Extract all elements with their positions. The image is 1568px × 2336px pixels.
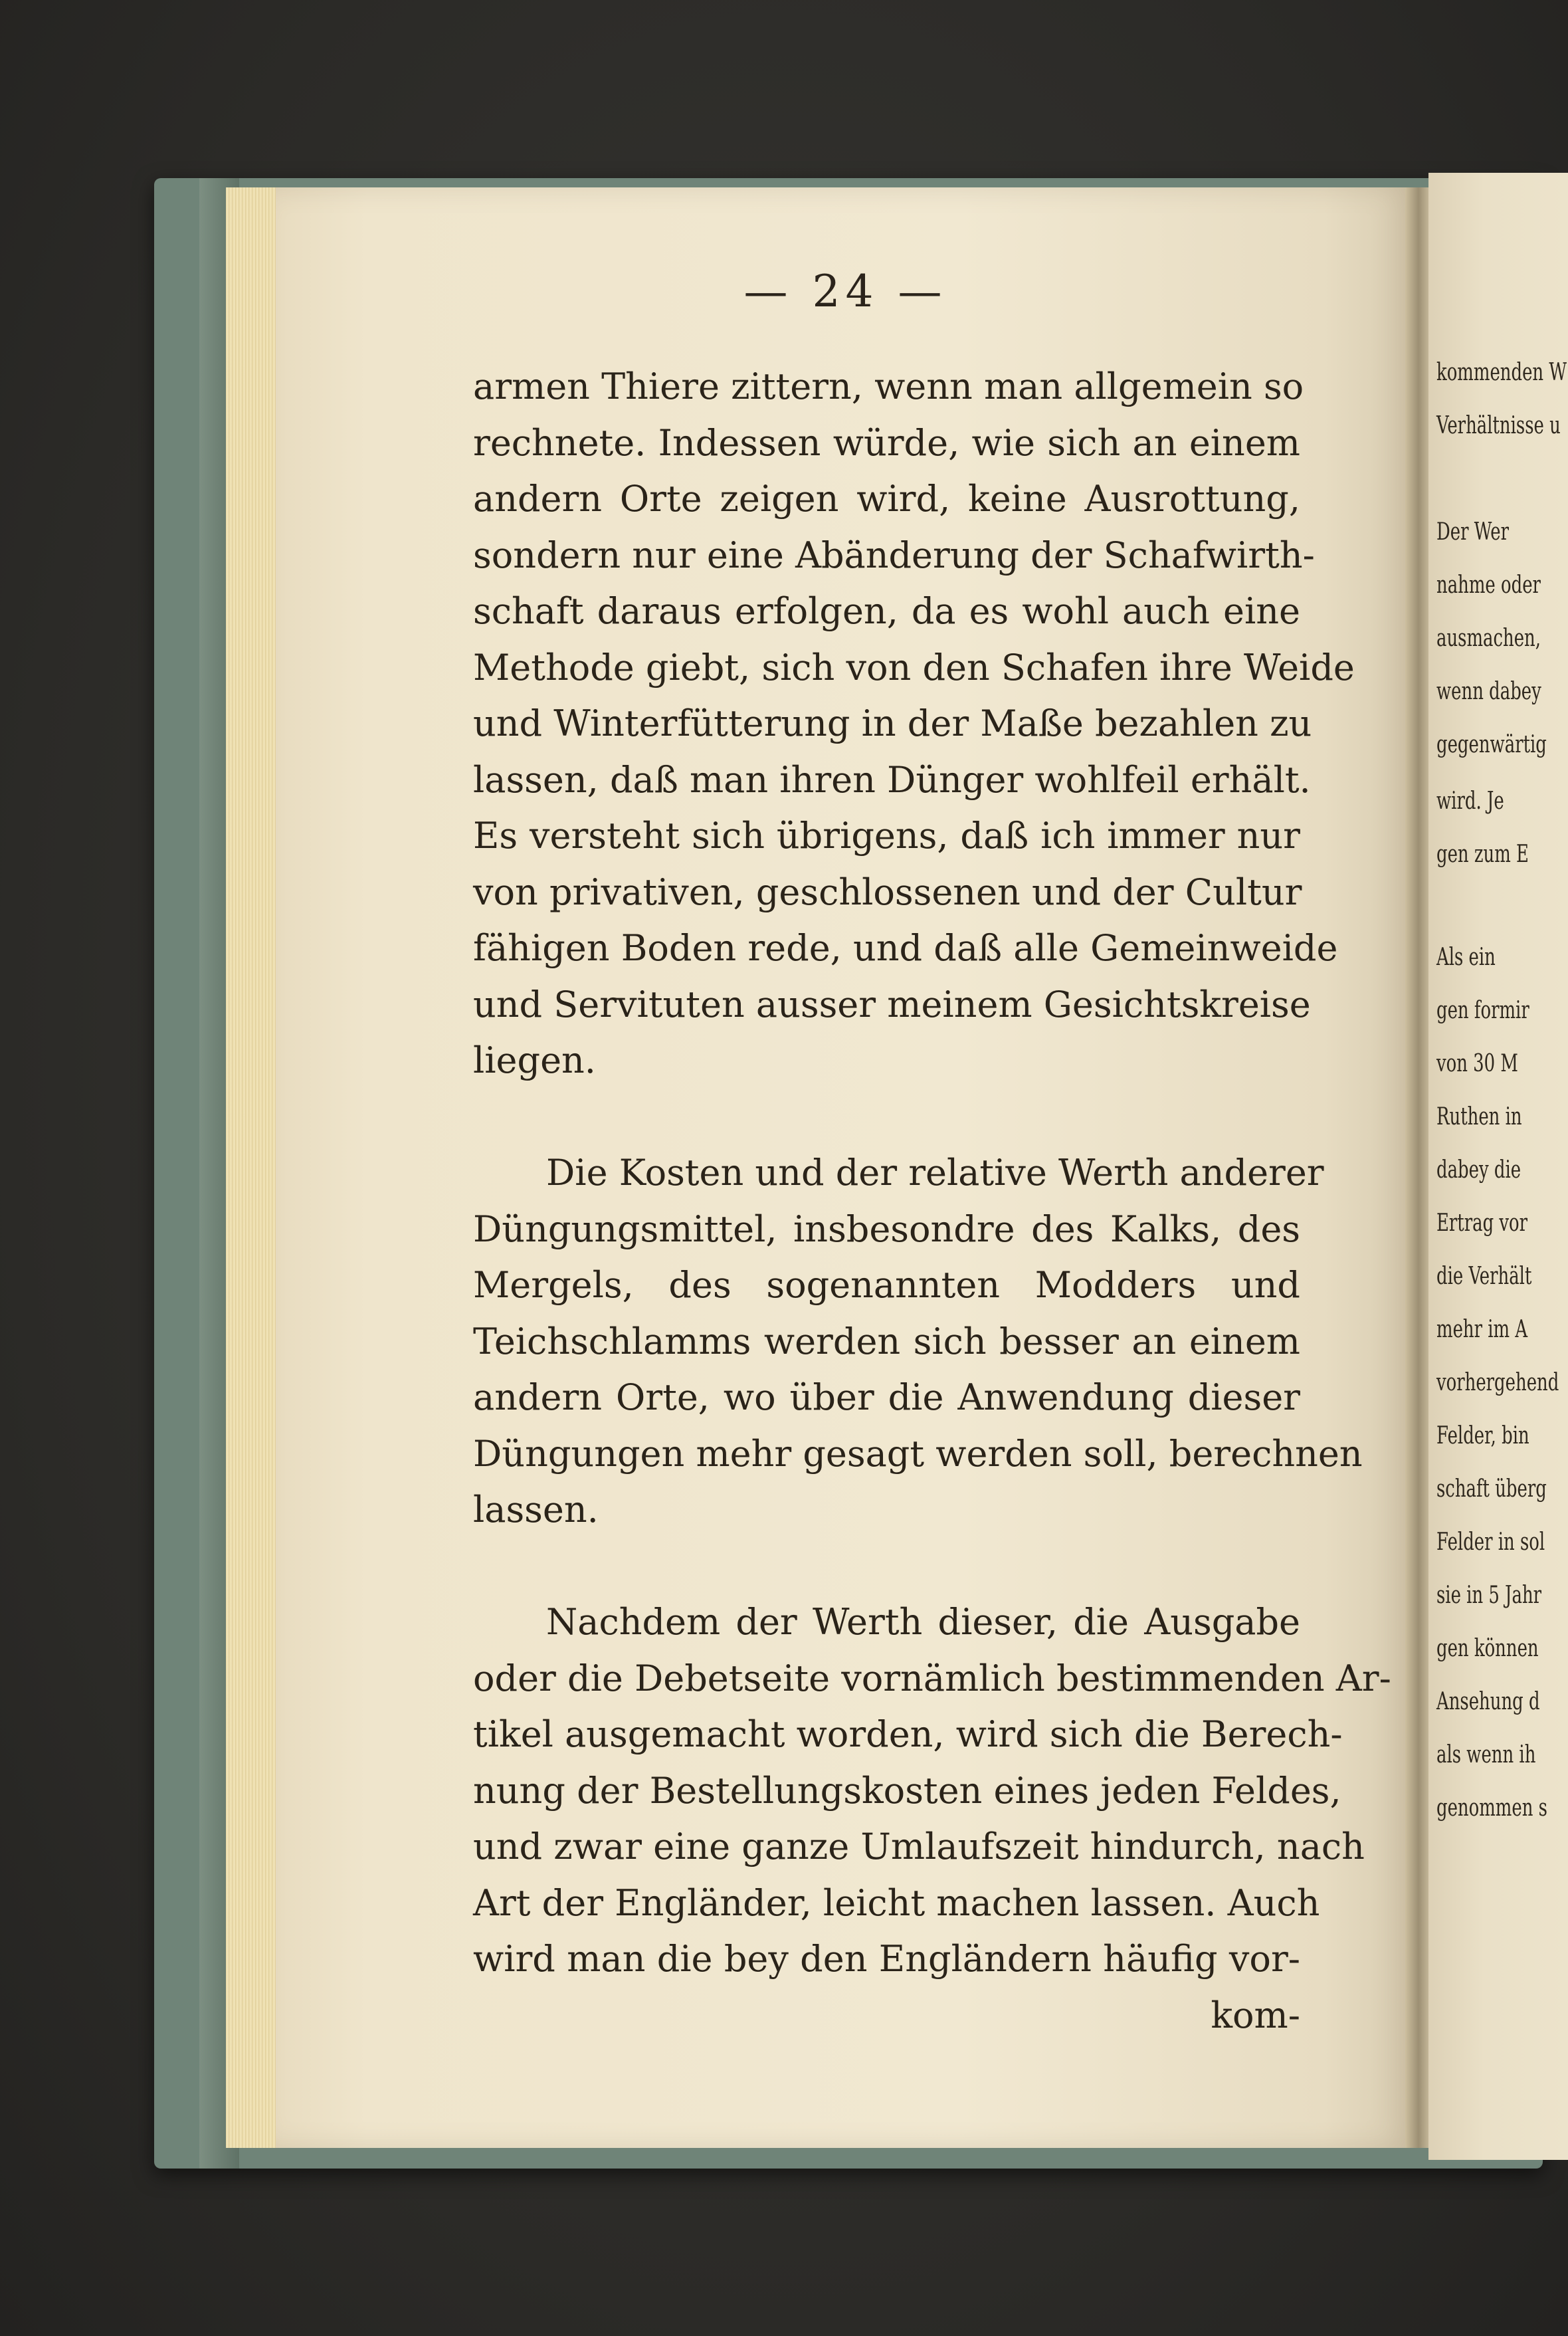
text-line: tikel ausgemacht worden, wird sich die Berech- bbox=[473, 1713, 1343, 1755]
facing-page-line: Verhältnisse u bbox=[1436, 412, 1561, 439]
text-line: Nachdem der Werth dieser, die Ausgabe bbox=[546, 1601, 1300, 1643]
facing-page-line: wenn dabey bbox=[1436, 678, 1541, 705]
text-line: schaft daraus erfolgen, da es wohl auch eine bbox=[473, 590, 1300, 632]
facing-page-line: Felder in sol bbox=[1436, 1529, 1545, 1556]
paragraph-gap bbox=[473, 1089, 1300, 1146]
text-line: Mergels, des sogenannten Modders und bbox=[473, 1264, 1300, 1306]
page-edges bbox=[226, 187, 280, 2148]
text-line: Methode giebt, sich von den Schafen ihre Weide bbox=[473, 646, 1355, 689]
book-gutter bbox=[1405, 187, 1432, 2148]
facing-page-line: die Verhält bbox=[1436, 1263, 1532, 1290]
text-line: Düngungsmittel, insbesondre des Kalks, des bbox=[473, 1208, 1300, 1250]
text-line: Teichschlamms werden sich besser an einem bbox=[473, 1320, 1300, 1362]
facing-page-line: gen zum E bbox=[1436, 841, 1529, 868]
facing-page-line: gegenwärtig bbox=[1436, 731, 1547, 758]
text-line: Düngungen mehr gesagt werden soll, berechnen bbox=[473, 1432, 1363, 1475]
text-line: armen Thiere zittern, wenn man allgemein so bbox=[473, 366, 1304, 407]
right-page bbox=[1428, 173, 1568, 2160]
facing-page-line: dabey die bbox=[1436, 1156, 1521, 1184]
facing-page-line: mehr im A bbox=[1436, 1316, 1528, 1343]
text-line: von privativen, geschlossenen und der Cultur bbox=[473, 871, 1302, 913]
facing-page-line: gen können bbox=[1436, 1635, 1539, 1662]
facing-page-line: nahme oder bbox=[1436, 572, 1541, 599]
facing-page-line: schaft überg bbox=[1436, 1475, 1547, 1503]
facing-page-line: von 30 M bbox=[1436, 1050, 1518, 1077]
page-body-text bbox=[473, 359, 1391, 2044]
text-line: Art der Engländer, leicht machen lassen. Auch bbox=[473, 1881, 1320, 1924]
facing-page-line: kommenden W bbox=[1436, 359, 1567, 386]
text-line: rechnete. Indessen würde, wie sich an einem bbox=[473, 421, 1300, 464]
text-line: nung der Bestellungskosten eines jeden Feldes, bbox=[473, 1769, 1341, 1812]
page-number: — 24 — bbox=[743, 266, 947, 317]
facing-page-line: ausmachen, bbox=[1436, 625, 1541, 652]
paragraph-gap bbox=[473, 1539, 1300, 1595]
facing-page-line: Ansehung d bbox=[1436, 1688, 1540, 1715]
text-line: fähigen Boden rede, und daß alle Gemeinweide bbox=[473, 927, 1338, 969]
facing-page-line: Ertrag vor bbox=[1436, 1210, 1528, 1237]
facing-page-line: Der Wer bbox=[1436, 518, 1510, 546]
facing-page-line: wird. Je bbox=[1436, 788, 1504, 815]
facing-page-line: Als ein bbox=[1436, 944, 1496, 971]
facing-page-line: sie in 5 Jahr bbox=[1436, 1582, 1542, 1609]
text-line: andern Orte, wo über die Anwendung dieser bbox=[473, 1376, 1300, 1418]
facing-page-line: gen formir bbox=[1436, 997, 1529, 1024]
text-line: und Servituten ausser meinem Gesichtskreise bbox=[473, 983, 1311, 1025]
facing-page-line: Ruthen in bbox=[1436, 1103, 1522, 1130]
facing-page-line: vorhergehend bbox=[1436, 1369, 1559, 1396]
catchword: kom- bbox=[1211, 1994, 1300, 2036]
text-line: und zwar eine ganze Umlaufszeit hindurch, nach bbox=[473, 1826, 1365, 1867]
text-line: lassen, daß man ihren Dünger wohlfeil erhält. bbox=[473, 758, 1311, 801]
text-line: oder die Debetseite vornämlich bestimmenden Ar- bbox=[473, 1657, 1391, 1699]
text-line: und Winterfütterung in der Maße bezahlen zu bbox=[473, 702, 1312, 744]
text-line: Es versteht sich übrigens, daß ich immer nur bbox=[473, 815, 1300, 857]
text-line: wird man die bey den Engländern häufig vor- bbox=[473, 1938, 1300, 1980]
text-line: lassen. bbox=[473, 1489, 599, 1531]
facing-page-line: genommen s bbox=[1436, 1794, 1547, 1822]
text-line: sondern nur eine Abänderung der Schafwirth- bbox=[473, 534, 1315, 576]
text-line: Die Kosten und der relative Werth anderer bbox=[546, 1152, 1324, 1194]
text-line: liegen. bbox=[473, 1039, 596, 1081]
facing-page-line: als wenn ih bbox=[1436, 1741, 1536, 1768]
facing-page-line: Felder, bin bbox=[1436, 1422, 1529, 1449]
text-line: andern Orte zeigen wird, keine Ausrottung, bbox=[473, 478, 1300, 520]
